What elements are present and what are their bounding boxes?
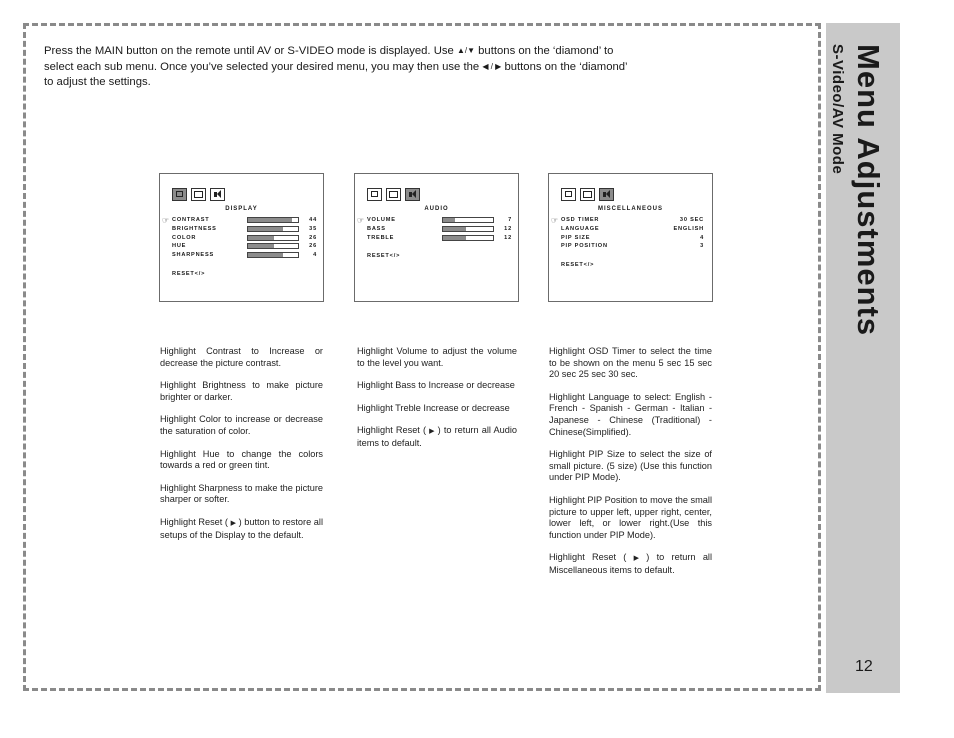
reset-text-b: ) to return all Audio items to default.: [357, 425, 518, 448]
menu-row-label: COLOR: [172, 234, 197, 241]
menu-reset-label: RESET</>: [367, 253, 401, 260]
description-paragraph: Highlight Sharpness to make the picture sharper or softer.: [160, 482, 323, 505]
monitor-icon: [191, 188, 206, 201]
level-bar-fill: [443, 236, 466, 240]
audio-menu-title: AUDIO: [424, 206, 449, 212]
reset-description: [549, 552, 712, 576]
reset-text-a: Highlight Reset (: [549, 552, 634, 563]
menu-row-label: VOLUME: [367, 217, 396, 223]
description-paragraph: Highlight PIP Size to select the size of small picture. (5 size) (Use this function under PIP Mode).: [549, 449, 712, 483]
right-arrow-icon: ▶: [230, 519, 236, 527]
description-paragraph: Highlight Contrast to Increase or decrease the picture contrast.: [160, 346, 323, 368]
up-down-arrow-icon: ▲/▼: [456, 46, 476, 55]
intro-text: Press the MAIN button on the remote until AV or S-VIDEO mode is displayed. Use ▲/▼ buttons on the ‘diamond’ to select each sub menu. Once you’ve selected your desired menu, you may then use the ◀ / ▶ buttons on the ‘diamond’ to adjust the settings.: [44, 45, 628, 88]
menu-row: [561, 225, 706, 234]
menu-row-value: 26: [309, 243, 317, 250]
menu-row: [172, 242, 317, 251]
menu-row: [561, 216, 706, 225]
level-bar: [442, 226, 494, 232]
menu-row-label: BRIGHTNESS: [172, 225, 217, 232]
level-bar-fill: [248, 236, 274, 240]
menu-row: [367, 225, 512, 234]
menu-row: [172, 234, 317, 243]
menu-row: [561, 234, 706, 243]
menu-row-value: 4: [700, 234, 704, 241]
menu-row-label: TREBLE: [367, 234, 395, 241]
audio-description: [357, 346, 517, 461]
menu-row: [367, 216, 512, 225]
description-paragraph: Highlight Brightness to make picture brighter or darker.: [160, 380, 323, 402]
menu-row-value: 3: [700, 243, 704, 250]
menu-row: [172, 216, 317, 225]
monitor-icon: [580, 188, 595, 201]
menu-row-value: 35: [309, 225, 317, 232]
pointing-hand-icon: ☞: [357, 216, 365, 225]
reset-text-b: ) button to restore all setups of the Display to the default.: [160, 516, 323, 540]
menu-row: [172, 251, 317, 260]
level-bar-fill: [443, 218, 455, 222]
description-paragraph: Highlight OSD Timer to select the time to be shown on the menu 5 sec 15 sec 20 sec 25 sec 30 sec.: [549, 346, 712, 380]
menu-row-value: 30 SEC: [679, 217, 704, 223]
section-subtitle: S-Video/AV Mode: [829, 44, 846, 175]
menu-row-label: HUE: [172, 243, 187, 250]
description-paragraph: Highlight Volume to adjust the volume to the level you want.: [357, 346, 517, 368]
menu-reset-label: RESET</>: [561, 262, 595, 268]
section-title: Menu Adjustments: [851, 44, 886, 337]
level-bar-fill: [248, 227, 283, 231]
level-bar-fill: [443, 227, 466, 231]
display-osd-screen: [159, 173, 324, 302]
menu-row: [561, 242, 706, 251]
menu-row-label: OSD TIMER: [561, 217, 600, 223]
menu-row: [367, 234, 512, 243]
right-arrow-icon: ▶: [429, 428, 435, 436]
menu-row-value: 26: [309, 234, 317, 241]
tv-icon: [172, 188, 187, 201]
menu-row-value: 4: [313, 252, 317, 259]
description-paragraph: Highlight Hue to change the colors towards a red or green tint.: [160, 448, 323, 471]
level-bar-fill: [248, 218, 292, 222]
menu-row: [172, 225, 317, 234]
reset-text-a: Highlight Reset (: [160, 516, 231, 527]
menu-row-label: SHARPNESS: [172, 252, 215, 259]
tv-icon: [561, 188, 576, 201]
level-bar-fill: [248, 253, 283, 257]
menu-row-label: CONTRAST: [172, 217, 210, 223]
level-bar: [247, 217, 299, 223]
pointing-hand-icon: ☞: [551, 216, 559, 225]
reset-text-a: Highlight Reset (: [357, 425, 430, 436]
pointing-hand-icon: ☞: [162, 216, 170, 225]
misc-description: [549, 346, 712, 588]
menu-row-value: 12: [504, 225, 512, 232]
description-paragraph: Highlight Color to increase or decrease the saturation of color.: [160, 414, 323, 436]
menu-row-label: BASS: [367, 225, 386, 232]
speaker-icon: [599, 188, 614, 201]
reset-text-b: ) to return all Miscellaneous items to default.: [549, 552, 713, 575]
menu-reset-label: RESET</>: [172, 270, 206, 277]
level-bar: [247, 243, 299, 249]
menu-row-label: PIP POSITION: [561, 243, 608, 250]
misc-menu-title: MISCELLANEOUS: [597, 206, 663, 212]
display-menu-title: DISPLAY: [225, 206, 258, 212]
menu-row-label: PIP SIZE: [561, 234, 591, 241]
description-paragraph: Highlight PIP Position to move the small picture to upper left, upper right, center, lower left, or lower right.(Use this function under PIP Mode).: [549, 494, 712, 540]
speaker-icon: [405, 188, 420, 201]
menu-row-label: LANGUAGE: [561, 225, 600, 232]
description-paragraph: Highlight Bass to Increase or decrease: [357, 380, 515, 391]
reset-description: [160, 517, 323, 541]
page-number: 12: [855, 658, 873, 675]
description-paragraph: Highlight Language to select: English - French - Spanish - German - Italian - Japanese - Chinese (Traditional) - Chinese(Simplified).: [549, 391, 712, 437]
menu-row-value: 7: [508, 217, 512, 223]
audio-osd-screen: [354, 173, 519, 302]
menu-row-value: 44: [309, 217, 317, 223]
level-bar: [442, 217, 494, 223]
level-bar: [247, 226, 299, 232]
monitor-icon: [386, 188, 401, 201]
description-paragraph: Highlight Treble Increase or decrease: [357, 402, 510, 413]
misc-osd-screen: [548, 173, 713, 302]
menu-row-value: ENGLISH: [673, 225, 704, 232]
display-description: [160, 346, 323, 552]
level-bar-fill: [248, 244, 274, 248]
left-right-arrow-icon: ◀ / ▶: [482, 62, 502, 71]
speaker-icon: [210, 188, 225, 201]
level-bar: [247, 235, 299, 241]
reset-description: [357, 425, 517, 449]
level-bar: [247, 252, 299, 258]
level-bar: [442, 235, 494, 241]
tv-icon: [367, 188, 382, 201]
menu-row-value: 12: [504, 234, 512, 241]
right-arrow-icon: ▶: [633, 555, 640, 563]
